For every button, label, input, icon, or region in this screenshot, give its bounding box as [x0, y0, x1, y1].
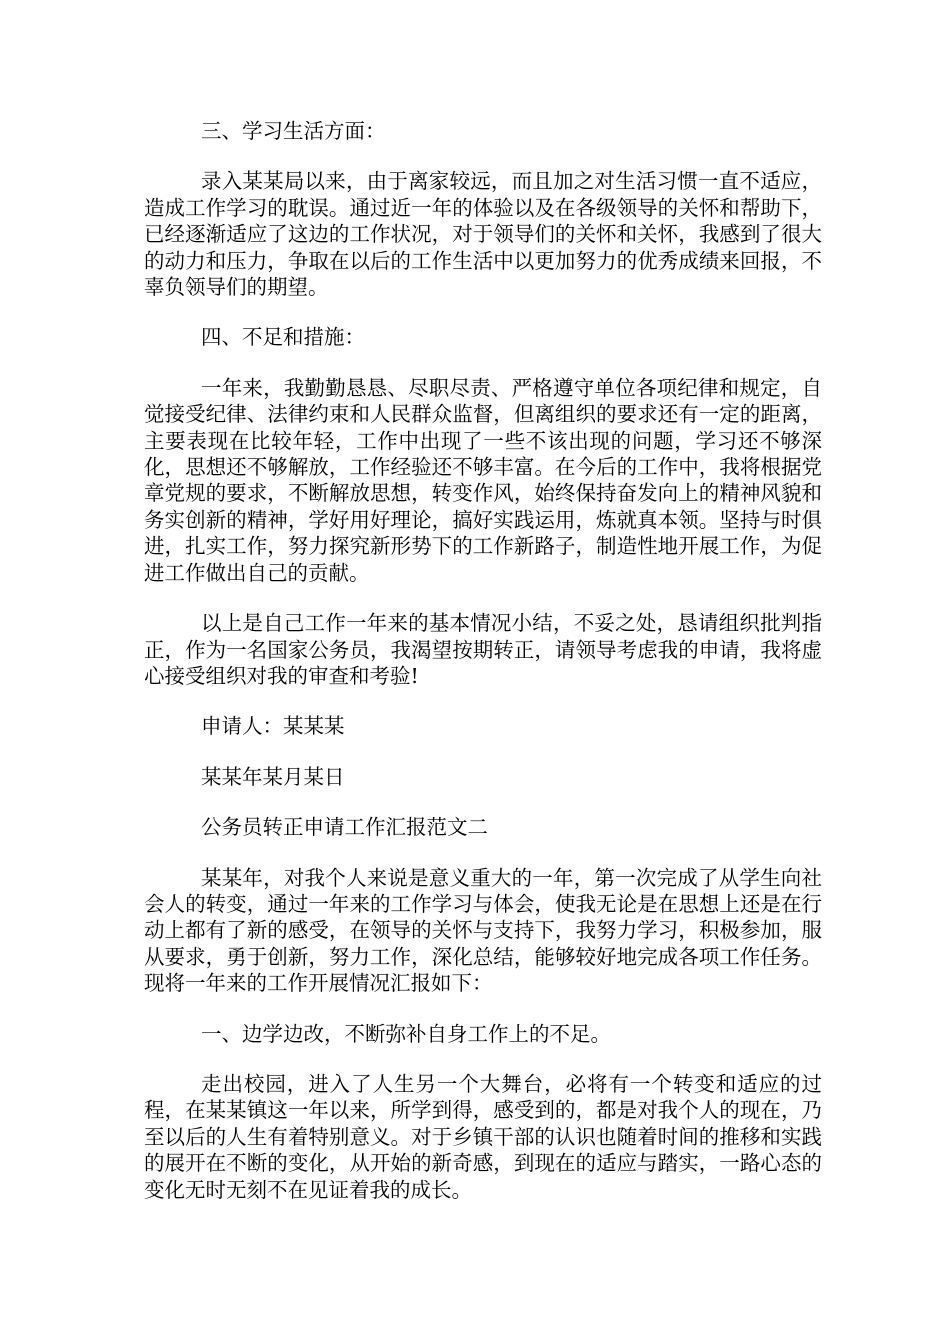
section-heading-study-life: 三、学习生活方面： — [201, 119, 386, 143]
paragraph-study-life: 录入某某局以来，由于离家较远，而且加之对生活习惯一直不适应，造成工作学习的耽误。通过近一年的体验以及在各级领导的关怀和帮助下，已经逐渐适应了这边的工作状况，对于领导们的关怀和关怀，我感到了很大的动力和压力，争取在以后的工作生活中以更加努力的优秀成绩来回报，不辜负领导们的期望。 — [144, 169, 822, 300]
paragraph-conclusion: 以上是自己工作一年来的基本情况小结，不妥之处，恳请组织批判指正，作为一名国家公务员，我渴望按期转正，请领导考虑我的申请，我将虚心接受组织对我的审查和考验! — [144, 611, 822, 688]
paragraph-year-intro: 某某年，对我个人来说是意义重大的一年，第一次完成了从学生向社会人的转变，通过一年来的工作学习与体会，使我无论是在思想上还是在行动上都有了新的感受，在领导的关怀与支持下，我努力学习，积极参加，服从要求，勇于创新，努力工作，深化总结，能够较好地完成各项工作任务。现将一年来的工作开展情况汇报如下： — [144, 865, 822, 996]
date-line: 某某年某月某日 — [201, 764, 345, 789]
second-sample-title: 公务员转正申请工作汇报范文二 — [201, 815, 488, 840]
document-body — [144, 118, 822, 1227]
applicant-line: 申请人：某某某 — [201, 714, 345, 739]
paragraph-learn-improve: 走出校园，进入了人生另一个大舞台，必将有一个转变和适应的过程，在某某镇这一年以来，所学到得，感受到的，都是对我个人的现在，乃至以后的人生有着特别意义。对于乡镇干部的认识也随着时间的推移和实践的展开在不断的变化，从开始的新奇感，到现在的适应与踏实，一路心态的变化无时无刻不在见证着我的成长。 — [144, 1071, 822, 1202]
section-heading-learn-improve: 一、边学边改，不断弥补自身工作上的不足。 — [201, 1021, 611, 1046]
paragraph-shortcomings: 一年来，我勤勤恳恳、尽职尽责、严格遵守单位各项纪律和规定，自觉接受纪律、法律约束和人民群众监督，但离组织的要求还有一定的距离，主要表现在比较年轻，工作中出现了一些不该出现的问题，学习还不够深化，思想还不够解放，工作经验还不够丰富。在今后的工作中，我将根据党章党规的要求，不断解放思想，转变作风，始终保持奋发向上的精神风貌和务实创新的精神，学好用好理论，搞好实践运用，炼就真本领。坚持与时俱进，扎实工作，努力探究新形势下的工作新路子，制造性地开展工作，为促进工作做出自己的贡献。 — [144, 375, 822, 585]
section-heading-shortcomings: 四、不足和措施： — [201, 325, 365, 350]
